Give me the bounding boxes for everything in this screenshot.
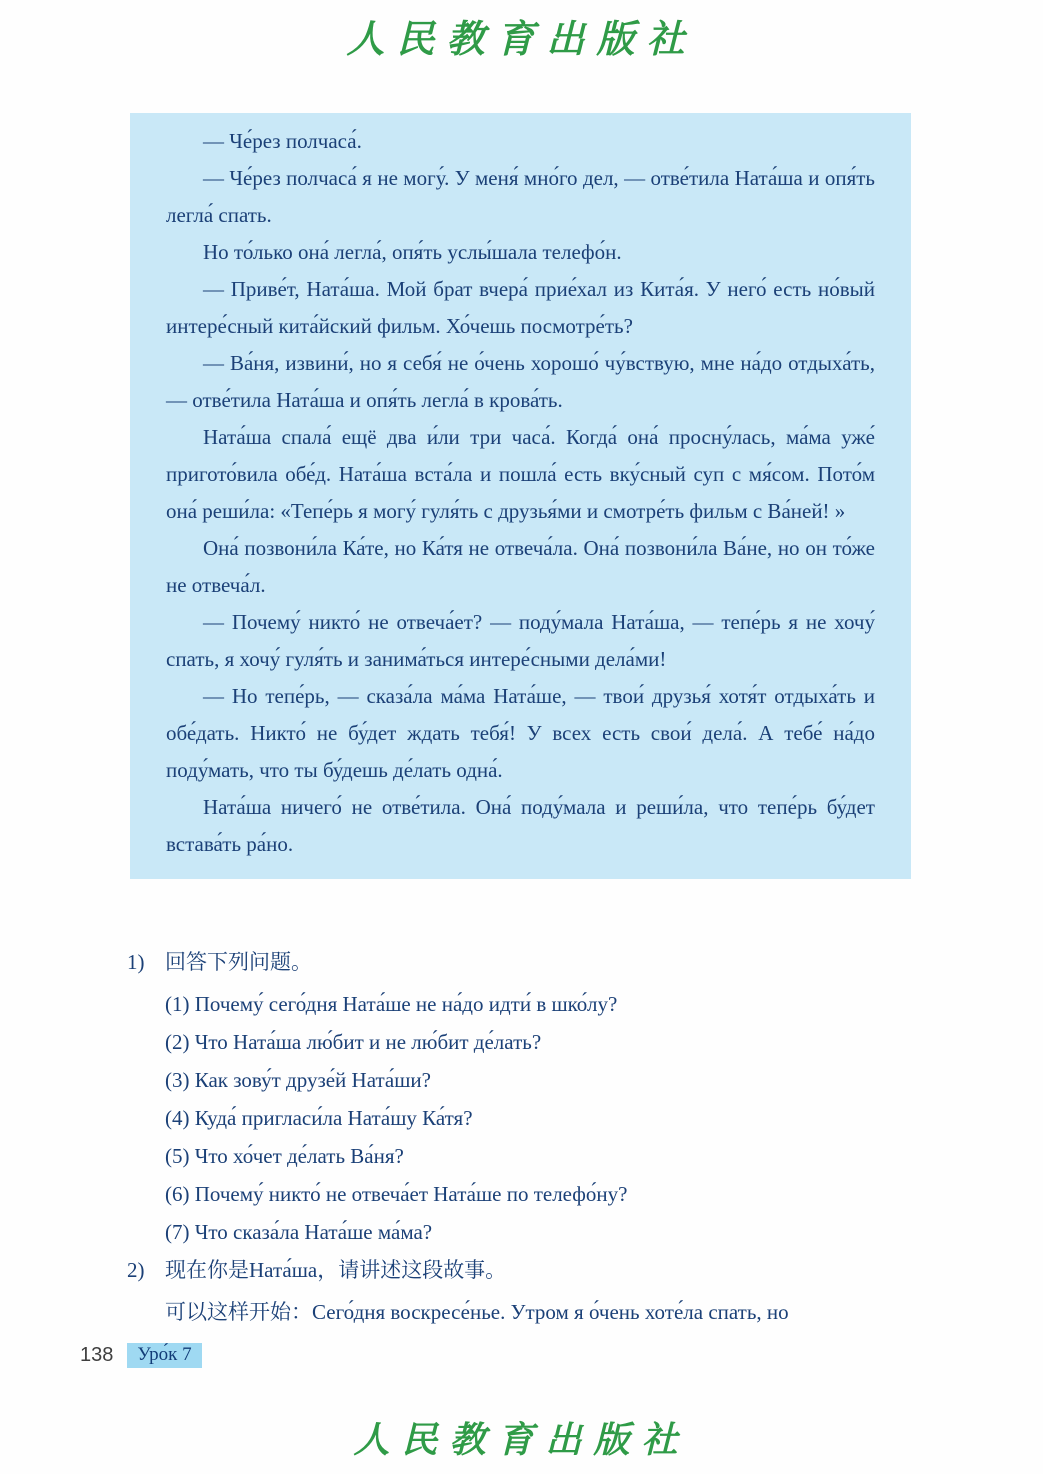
exercise-1-question: (2) Что Ната́ша лю́бит и не лю́бит де́лать?: [165, 1030, 542, 1054]
reading-passage-box: [130, 113, 911, 879]
story-paragraph: — Ва́ня, извини́, но я себя́ не о́чень хорошо́ чу́вствую, мне на́до отдыха́ть, — отве́тила Ната́ша и опя́ть легла́ в крова́ть.: [166, 351, 875, 412]
story-paragraph: — Но тепе́рь, — сказа́ла ма́ма Ната́ше, — твои́ друзья́ хотя́т отдыха́ть и обе́дать. Никто́ не бу́дет ждать тебя́! У всех есть свои́ дела́. А тебе́ на́до поду́мать, что ты бу́дешь де́лать одна́.: [166, 684, 875, 782]
story-paragraph: Но то́лько она́ легла́, опя́ть услы́шала телефо́н.: [203, 240, 622, 264]
story-paragraph: Ната́ша ничего́ не отве́тила. Она́ поду́мала и реши́ла, что тепе́рь бу́дет встава́ть ра́но.: [166, 795, 875, 856]
exercise-2-number: 2): [127, 1258, 145, 1282]
exercise-1-question: (4) Куда́ пригласи́ла Ната́шу Ка́тя?: [165, 1106, 473, 1130]
story-paragraph: — Че́рез полчаса́ я не могу́. У меня́ мно́го дел, — отве́тила Ната́ша и опя́ть легла́ спать.: [166, 166, 875, 227]
exercise-1-number: 1): [127, 950, 145, 974]
exercise-1-question: (1) Почему́ сего́дня Ната́ше не на́до идти́ в шко́лу?: [165, 992, 618, 1016]
exercise-1-question: (6) Почему́ никто́ не отвеча́ет Ната́ше по телефо́ну?: [165, 1182, 628, 1206]
story-paragraph: — Приве́т, Ната́ша. Мой брат вчера́ прие́хал из Кита́я. У него́ есть но́вый интере́сный кита́йский фильм. Хо́чешь посмотре́ть?: [166, 277, 875, 338]
exercise-1-question: (5) Что хо́чет де́лать Ва́ня?: [165, 1144, 404, 1168]
story-paragraph: — Че́рез полчаса́.: [203, 129, 362, 153]
story-paragraph: Ната́ша спала́ ещё два и́ли три часа́. Когда́ она́ просну́лась, ма́ма уже́ пригото́вила обе́д. Ната́ша вста́ла и пошла́ есть вку́сный суп с мя́сом. Пото́м она́ реши́ла: «Тепе́рь я могу́ гуля́ть с друзья́ми и смотре́ть фильм с Ва́ней! »: [166, 425, 875, 523]
exercise-1-question: (3) Как зову́т друзе́й Ната́ши?: [165, 1068, 431, 1092]
publisher-logo-top: 人民教育出版社: [346, 16, 697, 61]
page-footer: [80, 1343, 202, 1368]
story-paragraph: Она́ позвони́ла Ка́те, но Ка́тя не отвеча́ла. Она́ позвони́ла Ва́не, но он то́же не отвеча́л.: [166, 536, 875, 597]
exercises-section: [127, 943, 927, 1331]
exercise-2-hint: 可以这样开始：Сего́дня воскресе́нье. Утром я о́чень хоте́ла спать, но: [165, 1300, 789, 1324]
publisher-logo-bottom: 人民教育出版社: [353, 1419, 690, 1461]
exercise-1-title: 回答下列问题。: [165, 950, 312, 974]
story-paragraph: — Почему́ никто́ не отвеча́ет? — поду́мала Ната́ша, — тепе́рь я не хочу́ спать, я хочу́ гуля́ть и занима́ться интере́сными дела́ми!: [166, 610, 875, 671]
exercise-2-title: 现在你是Ната́ша，请讲述这段故事。: [165, 1258, 507, 1282]
exercise-1-question: (7) Что сказа́ла Ната́ше ма́ма?: [165, 1220, 433, 1244]
page-number: 138: [80, 1344, 114, 1366]
exercise-2: [127, 1251, 927, 1331]
lesson-badge: Уро́к 7: [127, 1343, 201, 1368]
exercise-1: [127, 943, 927, 1251]
